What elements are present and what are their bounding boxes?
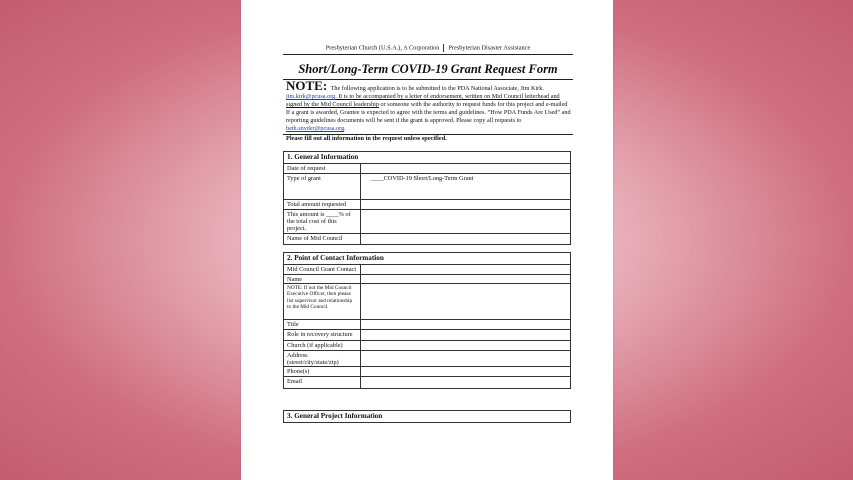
phone-field[interactable] — [361, 367, 570, 376]
table-row — [284, 330, 570, 341]
note-text-1: The following application is to be submitted to the PDA National Associate, Jim Kirk. — [330, 85, 544, 92]
supervisor-field[interactable] — [361, 284, 570, 319]
recovery-role-field[interactable] — [361, 330, 570, 340]
field-label: Date of request — [284, 164, 361, 173]
table-row — [284, 351, 570, 367]
field-label: Type of grant — [284, 174, 361, 199]
form-title: Short/Long-Term COVID-19 Grant Request Form — [283, 62, 573, 80]
contact-name-field[interactable] — [361, 275, 570, 283]
header-org-left: Presbyterian Church (U.S.A.), A Corporation — [325, 44, 440, 52]
note-paragraph — [286, 78, 571, 134]
field-label: Phone(s) — [284, 367, 361, 376]
section-heading: 2. Point of Contact Information — [284, 253, 570, 265]
field-label: Total amount requested — [284, 200, 361, 209]
table-row — [284, 174, 570, 200]
email-link-jim-kirk[interactable]: jim.kirk@pcusa.org — [286, 93, 336, 101]
field-label: Church (if applicable) — [284, 341, 361, 350]
document-header — [283, 44, 573, 55]
table-row — [284, 200, 570, 210]
table-row — [284, 164, 570, 174]
fill-instructions: Please fill out all information in the request unless specified. — [286, 135, 447, 142]
type-of-grant-field[interactable]: ____COVID-19 Short/Long-Term Grant — [371, 174, 474, 182]
table-row — [284, 377, 570, 388]
section-heading: 1. General Information — [284, 152, 570, 164]
field-label: Email — [284, 377, 361, 388]
table-row — [284, 367, 570, 377]
email-field[interactable] — [361, 377, 570, 388]
field-label: NOTE: If not the Mid Council Executive Officer, then please list supervisor and relationship to the Mid Council. — [284, 284, 361, 319]
note-text-2: . It is to be accompanied by a letter of endorsement, written on Mid Council letterhead and signed by the Mid Council leadership — [286, 93, 560, 109]
header-separator — [443, 44, 444, 52]
field-label: Role in recovery structure — [284, 330, 361, 340]
header-org-right: Presbyterian Disaster Assistance — [448, 44, 531, 52]
table-row — [284, 234, 570, 244]
section-general-information — [283, 151, 571, 245]
date-of-request-field[interactable] — [361, 164, 570, 173]
field-label: Title — [284, 320, 361, 329]
section-general-project-information — [283, 410, 571, 423]
note-text-3: or someone with the authority to request funds for this project and e-mailed If a grant is awarded, Grantee is expected to agree with the terms and guidelines. “How PDA Funds Are Used” and reporting guidelines documents will be sent if the grant is approved. Please copy all requests to — [286, 101, 571, 125]
email-link-beth-snyder[interactable]: beth.snyder@pcusa.org — [286, 125, 345, 133]
field-label: Name — [284, 275, 361, 283]
field-label: Address (street/city/state/zip) — [284, 351, 361, 366]
mid-council-name-field[interactable] — [361, 234, 570, 244]
table-row — [284, 320, 570, 330]
title-field[interactable] — [361, 320, 570, 329]
table-row — [284, 284, 570, 320]
total-amount-field[interactable] — [361, 200, 570, 209]
church-field[interactable] — [361, 341, 570, 350]
section-heading: 3. General Project Information — [287, 412, 383, 420]
table-row — [284, 265, 570, 275]
field-label: This amount is ____% of the total cost of this project. — [284, 210, 361, 233]
address-field[interactable] — [361, 351, 570, 366]
document-page — [241, 0, 613, 480]
section-point-of-contact — [283, 252, 571, 389]
percentage-field[interactable] — [361, 210, 570, 233]
field-label: Name of Mid Council — [284, 234, 361, 244]
table-row — [284, 210, 570, 234]
table-row — [284, 275, 570, 284]
grant-contact-field[interactable] — [361, 265, 570, 274]
note-label: NOTE: — [286, 78, 328, 93]
field-label: Mid Council Grant Contact — [284, 265, 361, 274]
table-row — [284, 341, 570, 351]
note-text-4: . — [344, 125, 346, 133]
